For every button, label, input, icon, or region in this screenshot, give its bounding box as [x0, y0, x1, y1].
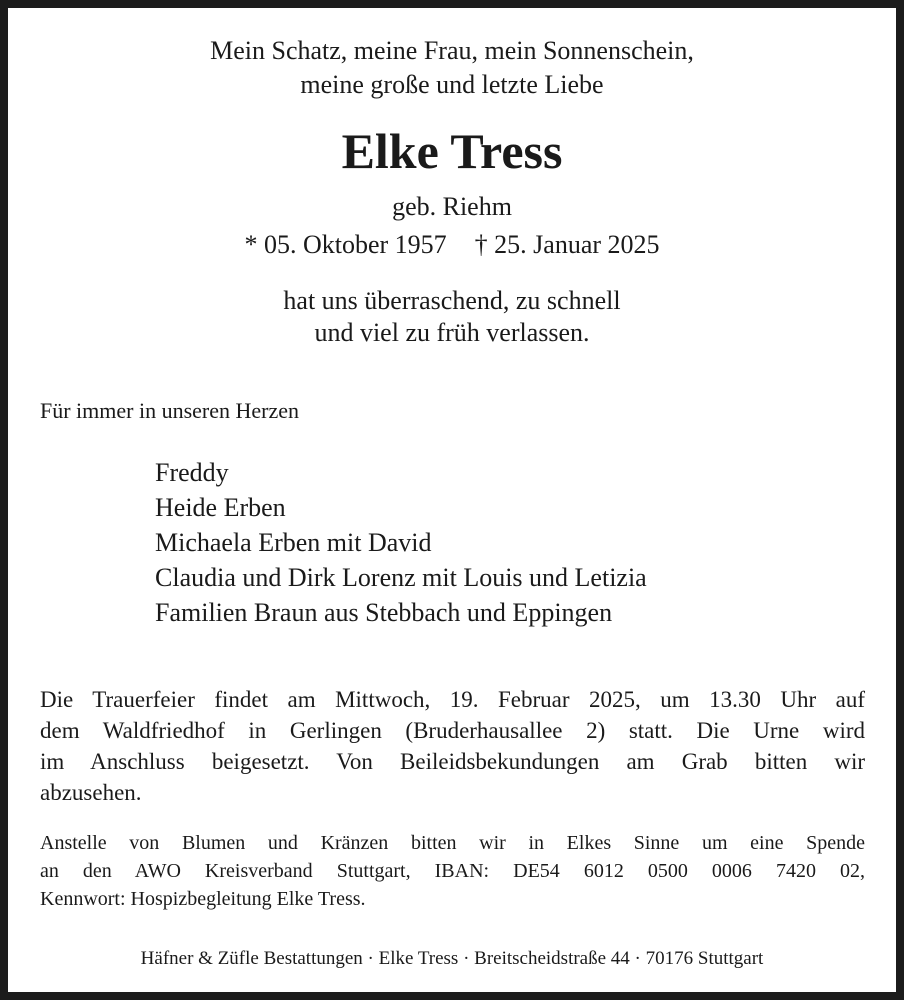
- mourner: Familien Braun aus Stebbach und Eppingen: [155, 598, 613, 627]
- ceremony-line: abzusehen.: [40, 780, 142, 805]
- dates: [8, 232, 896, 258]
- donation-line: an den AWO Kreisverband Stuttgart, IBAN: DE54 6012 0500 0006 7420 02,: [40, 860, 865, 882]
- message-line: hat uns überraschend, zu schnell: [283, 286, 621, 315]
- mourner: Claudia und Dirk Lorenz mit Louis und Letizia: [155, 563, 647, 592]
- mourner: Michaela Erben mit David: [155, 528, 432, 557]
- deceased-name: Elke Tress: [341, 123, 563, 179]
- funeral-home-footer: Häfner & Züfle Bestattungen · Elke Tress · Breitscheidstraße 44 · 70176 Stuttgart: [140, 948, 764, 969]
- donation-line: Anstelle von Blumen und Kränzen bitten wir in Elkes Sinne um eine Spende: [40, 832, 865, 854]
- mourner: Freddy: [155, 458, 229, 487]
- birth-date: * 05. Oktober 1957: [244, 230, 447, 259]
- ceremony-line: Die Trauerfeier findet am Mittwoch, 19. Februar 2025, um 13.30 Uhr auf: [40, 687, 865, 712]
- intro-line: Mein Schatz, meine Frau, mein Sonnenschein,: [210, 36, 694, 65]
- intro-line: meine große und letzte Liebe: [300, 70, 604, 99]
- mourner: Heide Erben: [155, 493, 286, 522]
- farewell-text: Für immer in unseren Herzen: [40, 398, 300, 423]
- ceremony-line: dem Waldfriedhof in Gerlingen (Bruderhausallee 2) statt. Die Urne wird: [40, 718, 865, 743]
- maiden-name: geb. Riehm: [392, 192, 512, 221]
- ceremony-line: im Anschluss beigesetzt. Von Beileidsbekundungen am Grab bitten wir: [40, 749, 865, 774]
- message-line: und viel zu früh verlassen.: [314, 318, 590, 347]
- donation-line: Kennwort: Hospizbegleitung Elke Tress.: [40, 888, 366, 910]
- death-date: † 25. Januar 2025: [474, 230, 660, 259]
